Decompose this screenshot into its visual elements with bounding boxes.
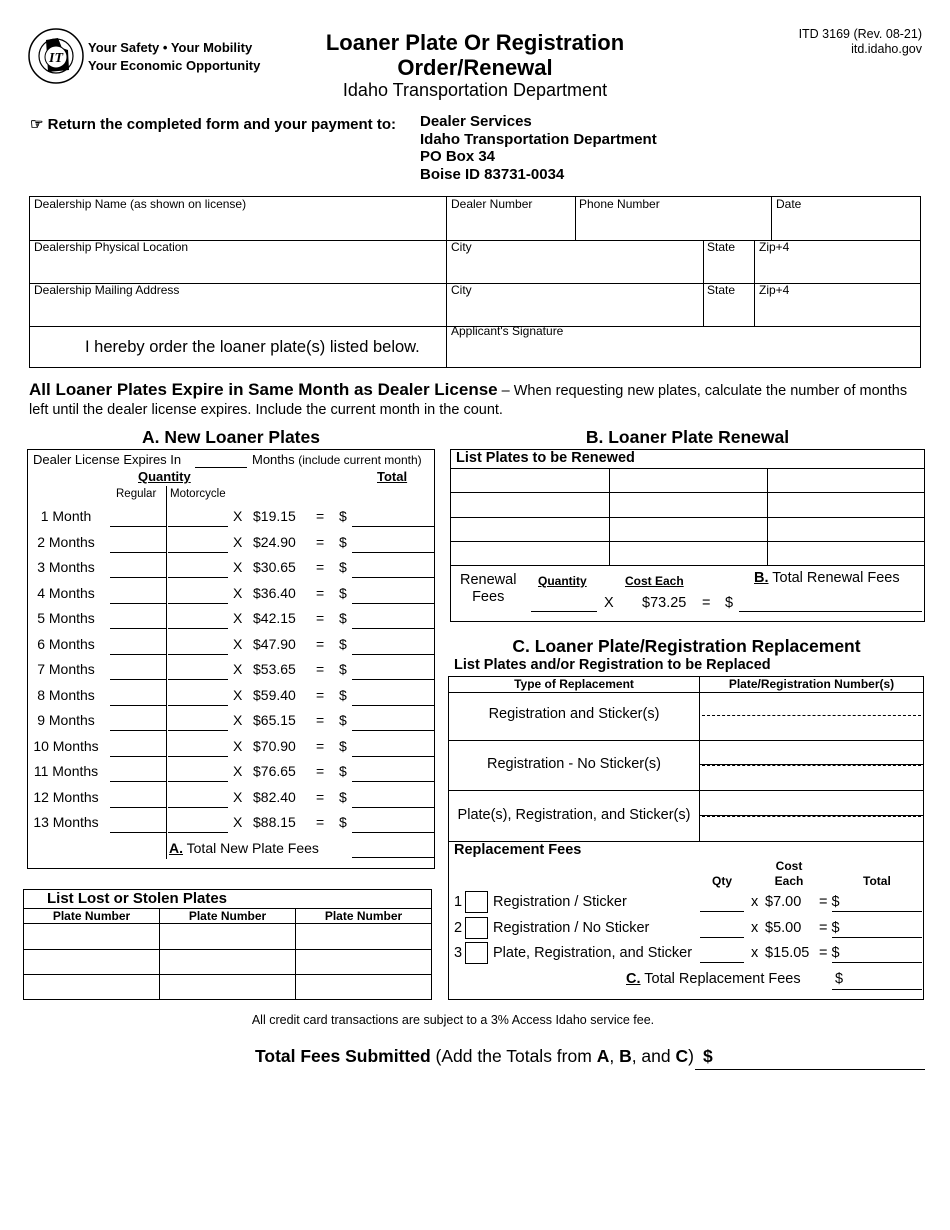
row-total-input[interactable] (352, 654, 434, 655)
fee-qty-input[interactable] (700, 911, 744, 912)
dealer-number-field[interactable]: Dealer Number (451, 197, 533, 211)
fee-total-input[interactable] (832, 962, 922, 963)
plate-row: 10 Months X $70.90 = $ (28, 738, 434, 760)
replace-list-label: List Plates and/or Registration to be Replaced (454, 657, 771, 673)
motorcycle-qty-input[interactable] (168, 628, 228, 629)
section-c-title: C. Loaner Plate/Registration Replacement (512, 636, 861, 656)
form-id: ITD 3169 (Rev. 08-21) itd.idaho.gov (798, 27, 922, 56)
replacement-type: Plate(s), Registration, and Sticker(s) (457, 807, 691, 823)
regular-qty-input[interactable] (110, 628, 166, 629)
plate-row: 4 Months X $36.40 = $ (28, 585, 434, 607)
lost-plates-title: List Lost or Stolen Plates (47, 890, 228, 907)
page-title: Loaner Plate Or Registration Order/Renewal (325, 30, 625, 80)
regular-qty-input[interactable] (110, 577, 166, 578)
plate-row: 5 Months X $42.15 = $ (28, 610, 434, 632)
lost-stolen-plates-table: List Lost or Stolen Plates Plate Number Plate Number Plate Number (23, 889, 432, 1000)
total-fees-input[interactable] (695, 1069, 925, 1070)
regular-qty-input[interactable] (110, 781, 166, 782)
row-total-input[interactable] (352, 552, 434, 553)
row-total-input[interactable] (352, 628, 434, 629)
row-total-input[interactable] (352, 577, 434, 578)
regular-qty-input[interactable] (110, 705, 166, 706)
date-field[interactable]: Date (776, 197, 802, 211)
plate-row: 11 Months X $76.65 = $ (28, 763, 434, 785)
total-header: Total (377, 469, 408, 484)
regular-qty-input[interactable] (110, 807, 166, 808)
physical-city-field[interactable]: City (451, 240, 472, 254)
department-name: Idaho Transportation Department (342, 80, 608, 100)
regular-qty-input[interactable] (110, 832, 166, 833)
plate-row: 9 Months X $65.15 = $ (28, 712, 434, 734)
total-replacement-fees-label: C. Total Replacement Fees (626, 971, 801, 987)
address-line: Dealer Services (420, 113, 532, 130)
total-replacement-input[interactable] (832, 989, 922, 990)
regular-qty-input[interactable] (110, 730, 166, 731)
tagline-1: Your Safety • Your Mobility (88, 40, 253, 55)
section-c-box: Type of Replacement Plate/Registration Number(s) Registration and Sticker(s) Registration - No Sticker(s) Plate(s), Registration, and Sticker(s) Replacement Fees Qty Cost Each Total 1 Registration / Sticker x $7.00 = $ 2 Registration / No Sticker x $5.00 = $ 3 Plate, Registration, and Sticker x $15.05 = $ C. Total Replacement Fees $ (448, 676, 924, 1000)
return-label: ☞ Return the completed form and your payment to: (30, 116, 396, 133)
regular-qty-input[interactable] (110, 756, 166, 757)
plate-row: 2 Months X $24.90 = $ (28, 534, 434, 556)
renewal-fees-label: Renewal Fees (460, 572, 517, 605)
motorcycle-qty-input[interactable] (168, 730, 228, 731)
lost-plate-cell[interactable] (296, 924, 431, 949)
lost-plate-cell[interactable] (160, 924, 295, 949)
mailing-zip-field[interactable]: Zip+4 (759, 283, 790, 297)
credit-card-note: All credit card transactions are subject to a 3% Access Idaho service fee. (251, 1013, 655, 1027)
mailing-address-field[interactable]: Dealership Mailing Address (34, 283, 180, 297)
row-total-input[interactable] (352, 756, 434, 757)
motorcycle-qty-input[interactable] (168, 807, 228, 808)
address-line: Idaho Transportation Department (420, 131, 657, 148)
plate-row: 7 Months X $53.65 = $ (28, 661, 434, 683)
motorcycle-qty-input[interactable] (168, 526, 228, 527)
replacement-fees-title: Replacement Fees (454, 842, 582, 858)
motorcycle-qty-input[interactable] (168, 781, 228, 782)
address-line: Boise ID 83731-0034 (420, 166, 565, 183)
plate-number-input[interactable] (702, 816, 921, 817)
replacement-fee-row: 2 Registration / No Sticker x $5.00 = $ (449, 917, 923, 941)
address-line: PO Box 34 (420, 148, 496, 165)
physical-zip-field[interactable]: Zip+4 (759, 240, 790, 254)
dealership-name-field[interactable]: Dealership Name (as shown on license) (34, 197, 247, 211)
row-total-input[interactable] (352, 832, 434, 833)
physical-location-field[interactable]: Dealership Physical Location (34, 240, 189, 254)
motorcycle-qty-input[interactable] (168, 552, 228, 553)
fee-checkbox[interactable] (465, 942, 488, 964)
expire-notice: All Loaner Plates Expire in Same Month as Dealer License – When requesting new plates, calculate the number of months left until the dealer license expires. Include the current month in the count. (29, 380, 908, 418)
motorcycle-qty-input[interactable] (168, 679, 228, 680)
regular-qty-input[interactable] (110, 654, 166, 655)
itd-logo (28, 28, 84, 84)
row-total-input[interactable] (352, 679, 434, 680)
renew-plate-cell[interactable] (768, 469, 924, 492)
section-a-box: Dealer License Expires In Months (include current month) Quantity Total Regular Motorcycle 1 Month X $19.15 = $ 2 Months X $24.90 = $ 3 Months X $30.65 = $ 4 Months X $36.40 = $ 5 Months X $42.15 = $ 6 Months X $47.90 = $ 7 Months X $53.65 = $ 8 Months X $59.40 = $ 9 Months X $65.15 = $ 10 Months X $70.90 = $ 11 Months X $76.65 = $ 12 Months X $82.40 = $ 13 Months X $88.15 = $ A. Total New Plate Fees (27, 449, 435, 869)
motorcycle-header: Motorcycle (170, 488, 226, 500)
row-total-input[interactable] (352, 807, 434, 808)
mailing-city-field[interactable]: City (451, 283, 472, 297)
quantity-header: Quantity (138, 469, 191, 484)
total-new-plate-fees-input[interactable] (352, 857, 434, 858)
motorcycle-qty-input[interactable] (168, 577, 228, 578)
motorcycle-qty-input[interactable] (168, 654, 228, 655)
fee-checkbox[interactable] (465, 917, 488, 939)
replacement-type: Registration and Sticker(s) (488, 706, 660, 722)
renewal-total-input[interactable] (739, 611, 922, 612)
fee-checkbox[interactable] (465, 891, 488, 913)
row-total-input[interactable] (352, 526, 434, 527)
motorcycle-qty-input[interactable] (168, 705, 228, 706)
lost-plate-cell[interactable] (24, 924, 159, 949)
dealer-info-box (29, 196, 921, 368)
plate-row: 3 Months X $30.65 = $ (28, 559, 434, 581)
fee-total-input[interactable] (832, 937, 922, 938)
section-a-title: A. New Loaner Plates (142, 427, 320, 447)
replacement-type: Registration - No Sticker(s) (486, 756, 662, 772)
section-b-title: B. Loaner Plate Renewal (585, 427, 790, 447)
plate-row: 8 Months X $59.40 = $ (28, 687, 434, 709)
plate-row: 1 Month X $19.15 = $ (28, 508, 434, 530)
row-total-input[interactable] (352, 730, 434, 731)
regular-qty-input[interactable] (110, 679, 166, 680)
regular-header: Regular (116, 488, 157, 500)
motorcycle-qty-input[interactable] (168, 756, 228, 757)
section-b-box: List Plates to be Renewed Renewal Fees Quantity Cost Each B. Total Renewal Fees X $73.25 = $ (450, 449, 925, 622)
pointing-hand-icon: ☞ (30, 116, 48, 133)
renew-list-label: List Plates to be Renewed (456, 450, 635, 466)
renew-plate-cell[interactable] (610, 469, 767, 492)
motorcycle-qty-input[interactable] (168, 832, 228, 833)
row-total-input[interactable] (352, 603, 434, 604)
plate-number-input[interactable] (702, 715, 921, 716)
fee-qty-input[interactable] (700, 937, 744, 938)
plate-row: 12 Months X $82.40 = $ (28, 789, 434, 811)
physical-state-field[interactable]: State (707, 240, 736, 254)
mailing-state-field[interactable]: State (707, 283, 736, 297)
phone-number-field[interactable]: Phone Number (579, 197, 660, 211)
total-fees-submitted: Total Fees Submitted (Add the Totals from A, B, and C) (255, 1046, 694, 1066)
row-total-input[interactable] (352, 781, 434, 782)
renewal-quantity-input[interactable] (531, 611, 597, 612)
fee-total-input[interactable] (832, 911, 922, 912)
regular-qty-input[interactable] (110, 526, 166, 527)
plate-row: 6 Months X $47.90 = $ (28, 636, 434, 658)
replacement-fee-row: 1 Registration / Sticker x $7.00 = $ (449, 891, 923, 915)
plate-row: 13 Months X $88.15 = $ (28, 814, 434, 836)
renew-plate-cell[interactable] (451, 469, 609, 492)
row-total-input[interactable] (352, 705, 434, 706)
logo-letters: IT (49, 51, 63, 66)
regular-qty-input[interactable] (110, 603, 166, 604)
fee-qty-input[interactable] (700, 962, 744, 963)
regular-qty-input[interactable] (110, 552, 166, 553)
expires-months-input[interactable] (195, 467, 247, 468)
plate-number-input[interactable] (702, 765, 921, 766)
applicant-signature-field[interactable]: Applicant's Signature (451, 324, 564, 338)
tagline-2: Your Economic Opportunity (88, 58, 261, 73)
total-new-plate-fees-label: A. Total New Plate Fees (169, 840, 319, 856)
total-renewal-fees-label: B. Total Renewal Fees (754, 570, 900, 586)
motorcycle-qty-input[interactable] (168, 603, 228, 604)
order-statement: I hereby order the loaner plate(s) listed below. (85, 338, 420, 356)
replacement-fee-row: 3 Plate, Registration, and Sticker x $15.05 = $ (449, 942, 923, 966)
